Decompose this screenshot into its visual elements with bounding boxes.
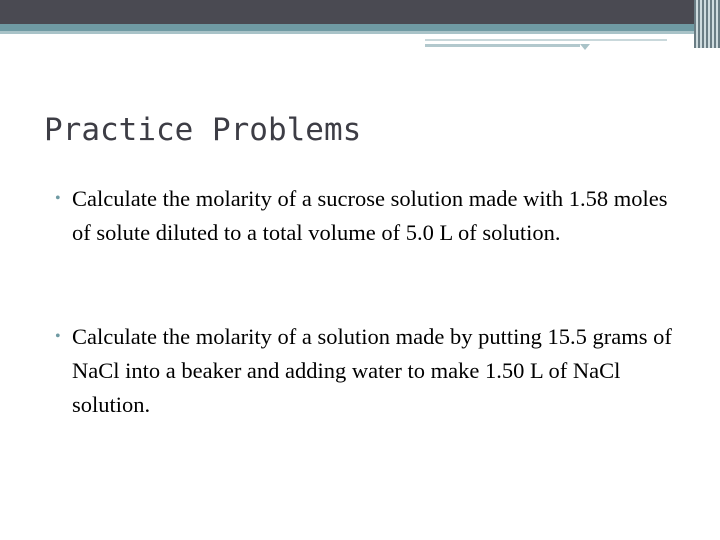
bullet-item (50, 182, 690, 250)
bullet-list (50, 182, 690, 422)
header-accent-band (0, 24, 720, 31)
decorative-tick (580, 44, 590, 50)
bullet-icon: • (55, 190, 61, 207)
decorative-line (425, 44, 580, 47)
header-accent-band-light (0, 31, 720, 34)
bullet-item (50, 320, 690, 422)
corner-stripes (694, 0, 720, 48)
slide-title: Practice Problems (44, 112, 362, 148)
bullet-text: Calculate the molarity of a sucrose solution made with 1.58 moles of solute diluted to a total volume of 5.0 L of solution. (72, 186, 668, 245)
bullet-text: Calculate the molarity of a solution made by putting 15.5 grams of NaCl into a beaker and adding water to make 1.50 L of NaCl solution. (72, 324, 672, 417)
decorative-line (425, 39, 667, 41)
bullet-icon: • (55, 328, 61, 345)
header-banner (0, 0, 720, 24)
